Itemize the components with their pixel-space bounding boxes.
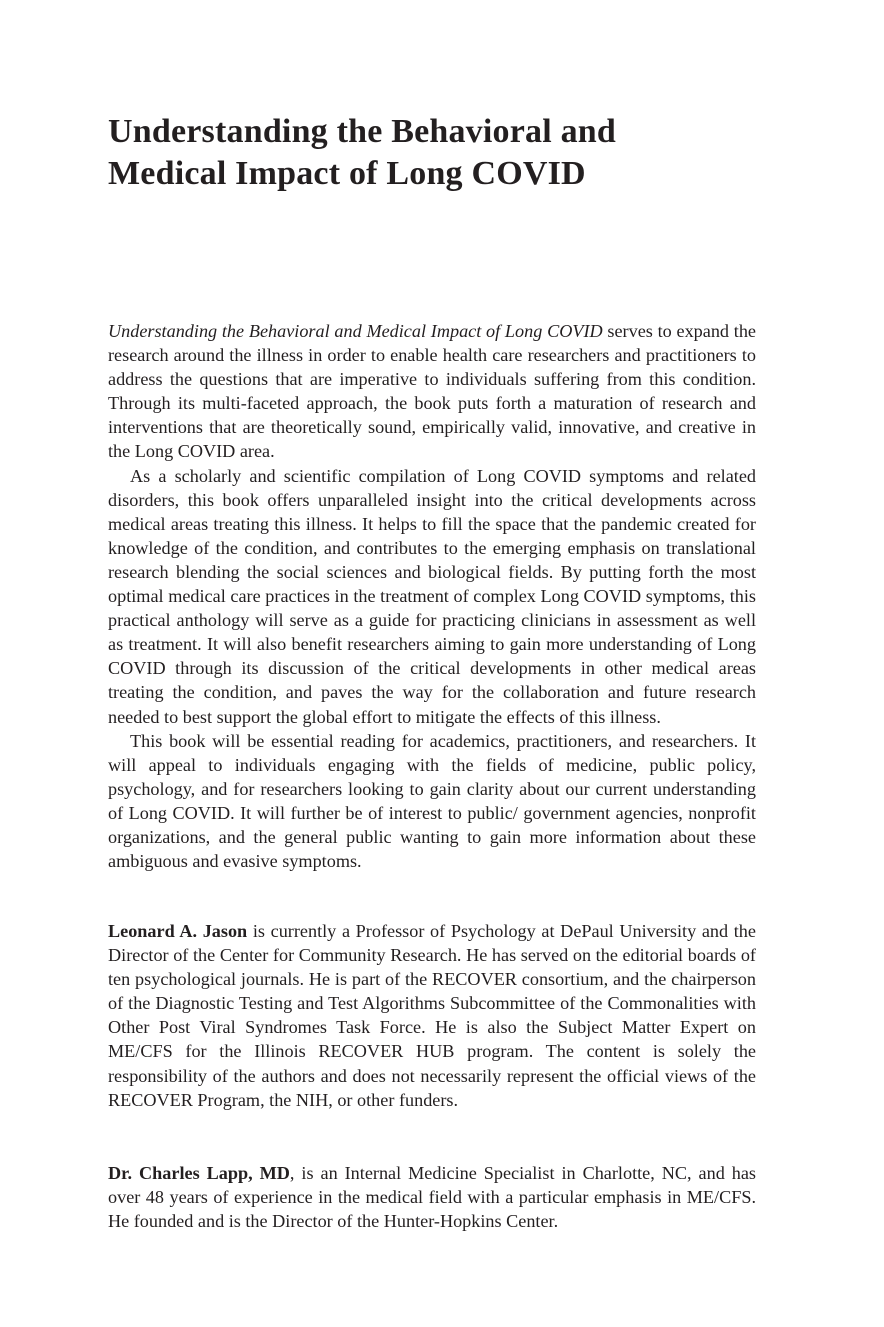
book-title xyxy=(108,111,756,195)
author-bio-paragraph xyxy=(108,1161,756,1233)
author-bio-jason xyxy=(108,919,756,1112)
book-title-line-2: Medical Impact of Long COVID xyxy=(108,155,586,192)
author-bio-lapp xyxy=(108,1161,756,1233)
book-description xyxy=(108,319,756,873)
author-bio-paragraph xyxy=(108,919,756,1112)
author-bio-text: , is an Internal Medicine Specialist in Charlotte, NC, and has over 48 years of experience in the medical field with a particular emphasis in ME/CFS. He founded and is the Director of the Hunter-Hopkins Center. xyxy=(108,1163,756,1232)
book-title-line-1: Understanding the Behavioral and xyxy=(108,113,616,150)
description-paragraph-3: This book will be essential reading for academics, practitioners, and researchers. It will appeal to individuals engaging with the fields of medicine, public policy, psychology, and for researchers looking to gain clarity about our current understanding of Long COVID. It will further be of interest to public/ government agencies, nonprofit organizations, and the general public wanting to gain more information about these ambiguous and evasive symptoms. xyxy=(108,730,756,872)
italic-book-title: Understanding the Behavioral and Medical Impact of Long COVID xyxy=(108,321,603,341)
description-paragraph-2: As a scholarly and scientific compilation of Long COVID symptoms and related disorders, this book offers unparalleled insight into the critical developments across medical areas treating this illness. It helps to fill the space that the pandemic created for knowledge of the condition, and contributes to the emerging emphasis on translational research blending the social sciences and biological fields. By putting forth the most optimal medical care practices in the treatment of complex Long COVID symptoms, this practical anthology will serve as a guide for practicing clinicians in assessment as well as treatment. It will also benefit researchers aiming to gain more understanding of Long COVID through its discussion of the critical developments in other medical areas treating the condition, and paves the way for the collaboration and future research needed to best support the global effort to mitigate the effects of this illness. xyxy=(108,465,756,727)
author-bio-text: is currently a Professor of Psychology at DePaul University and the Director of the Center for Community Research. He has served on the editorial boards of ten psychological journals. He is part of the RECOVER consortium, and the chairperson of the Diagnostic Testing and Test Algorithms Subcommittee of the Commonalities with Other Post Viral Syndromes Task Force. He is also the Subject Matter Expert on ME/CFS for the Illinois RECOVER HUB program. The content is solely the responsibility of the authors and does not necessarily represent the official views of the RECOVER Program, the NIH, or other funders. xyxy=(108,921,756,1110)
description-paragraph-1 xyxy=(108,319,756,464)
author-name: Dr. Charles Lapp, MD xyxy=(108,1163,290,1183)
author-name: Leonard A. Jason xyxy=(108,921,248,941)
description-paragraph-1-text: serves to expand the research around the illness in order to enable health care researchers and practitioners to address the questions that are imperative to individuals suffering from this condition. Through its multi-faceted approach, the book puts forth a maturation of research and interventions that are theoretically sound, empirically valid, innovative, and creative in the Long COVID area. xyxy=(108,321,756,462)
